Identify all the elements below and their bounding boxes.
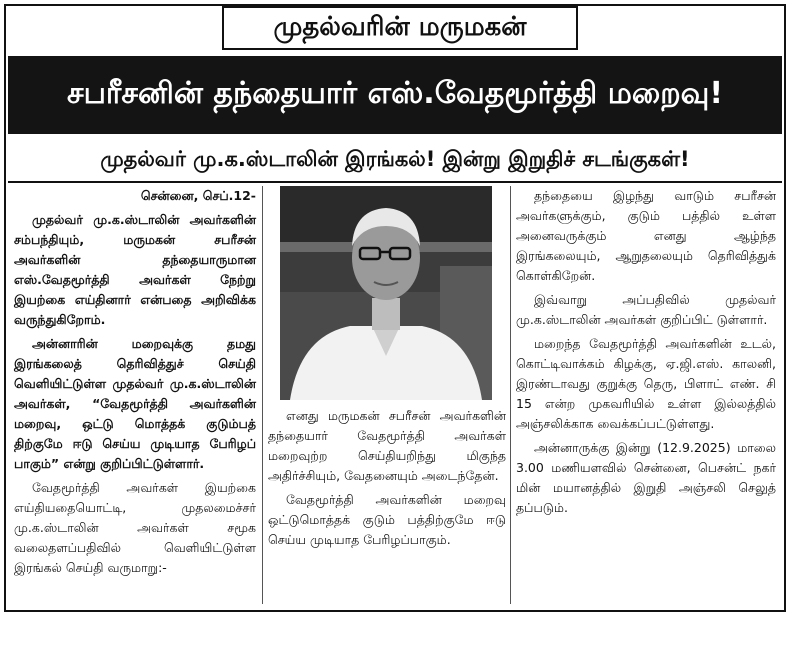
paragraph: தந்தையை இழந்து வாடும் சபரீசன் அவர்களுக்கும், குடும் பத்தில் உள்ள அனைவருக்கும் எனது ஆழ்ந்த இரங்கலையும், ஆறுதலையும் தெரிவித்துக் கொள்கிறேன்.	[516, 188, 776, 283]
header-rule	[8, 181, 782, 183]
dateline: சென்னை, செப்.12-	[140, 188, 256, 203]
portrait-illustration	[280, 186, 492, 400]
paragraph: வேதமூர்த்தி அவர்கள் இயற்கை எய்தியதையொட்டி, முதலமைச்சர் மு.க.ஸ்டாலின் அவர்கள் சமூக வலைதளப்பதிவில் வெளியிட்டுள்ள இரங்கல் செய்தி வருமாறு:-	[14, 480, 256, 575]
paragraph: வேதமூர்த்தி அவர்களின் மறைவு ஒட்டுமொத்தக் குடும் பத்திற்குமே ஈடு செய்ய முடியாத பேரிழப்பாகும்.	[268, 492, 506, 547]
column-right	[516, 186, 776, 522]
paragraph: அன்னாரின் மறைவுக்கு தமது இரங்கலைத் தெரிவித்துச் செய்தி வெளியிட்டுள்ள முதல்வர் மு.க.ஸ்டாலின் அவர்கள், “வேதமூர்த்தி அவர்களின் மறைவு, ஒட்டு மொத்தக் குடும்பத் திற்குமே ஈடு செய்ய முடியாத பேரிழப் பாகும்” என்று குறிப்பிட்டுள்ளார்.	[14, 336, 256, 471]
column-middle	[268, 406, 506, 554]
column-left	[14, 186, 256, 582]
paragraph: மறைந்த வேதமூர்த்தி அவர்களின் உடல், கொட்டிவாக்கம் கிழக்கு, ஏ.ஜி.எஸ். காலனி, இரண்டாவது குறுக்கு தெரு, பிளாட் எண். சி 15 என்ற முகவரியில் உள்ள இல்லத்தில் அஞ்சலிக்காக வைக்கப்பட்டுள்ளது.	[516, 336, 776, 431]
paragraph: எனது மருமகன் சபரீசன் அவர்களின் தந்தையார் வேதமூர்த்தி அவர்கள் மறைவுற்ற செய்தியறிந்து மிகுந்த அதிர்ச்சியும், வேதனையும் அடைந்தேன்.	[268, 408, 506, 483]
subheadline: முதல்வர் மு.க.ஸ்டாலின் இரங்கல்! இன்று இறுதிச் சடங்குகள்!	[100, 146, 690, 171]
headline: சபரீசனின் தந்தையார் எஸ்.வேதமூர்த்தி மறைவு!	[66, 75, 724, 111]
kicker-box	[222, 6, 578, 50]
subheadline-bar	[8, 140, 782, 180]
paragraph: முதல்வர் மு.க.ஸ்டாலின் அவர்களின் சம்பந்தியும், மருமகன் சபரீசன் அவர்களின் தந்தையாருமான எஸ்.வேதமூர்த்தி அவர்கள் நேற்று இயற்கை எய்தினார் என்பதை அறிவிக்க வருந்துகிறோம்.	[14, 212, 256, 327]
column-divider-left	[262, 186, 263, 604]
paragraph: இவ்வாறு அப்பதிவில் முதல்வர் மு.க.ஸ்டாலின் அவர்கள் குறிப்பிட் டுள்ளார்.	[516, 292, 776, 327]
column-divider-right	[510, 186, 511, 604]
kicker-text: முதல்வரின் மருமகன்	[273, 11, 527, 42]
paragraph: அன்னாருக்கு இன்று (12.9.2025) மாலை 3.00 மணியளவில் சென்னை, பெசன்ட் நகர் மின் மயானத்தில் இறுதி அஞ்சலி செலுத் தப்படும்.	[516, 440, 776, 515]
headline-banner	[8, 56, 782, 134]
portrait-photo	[280, 186, 492, 400]
